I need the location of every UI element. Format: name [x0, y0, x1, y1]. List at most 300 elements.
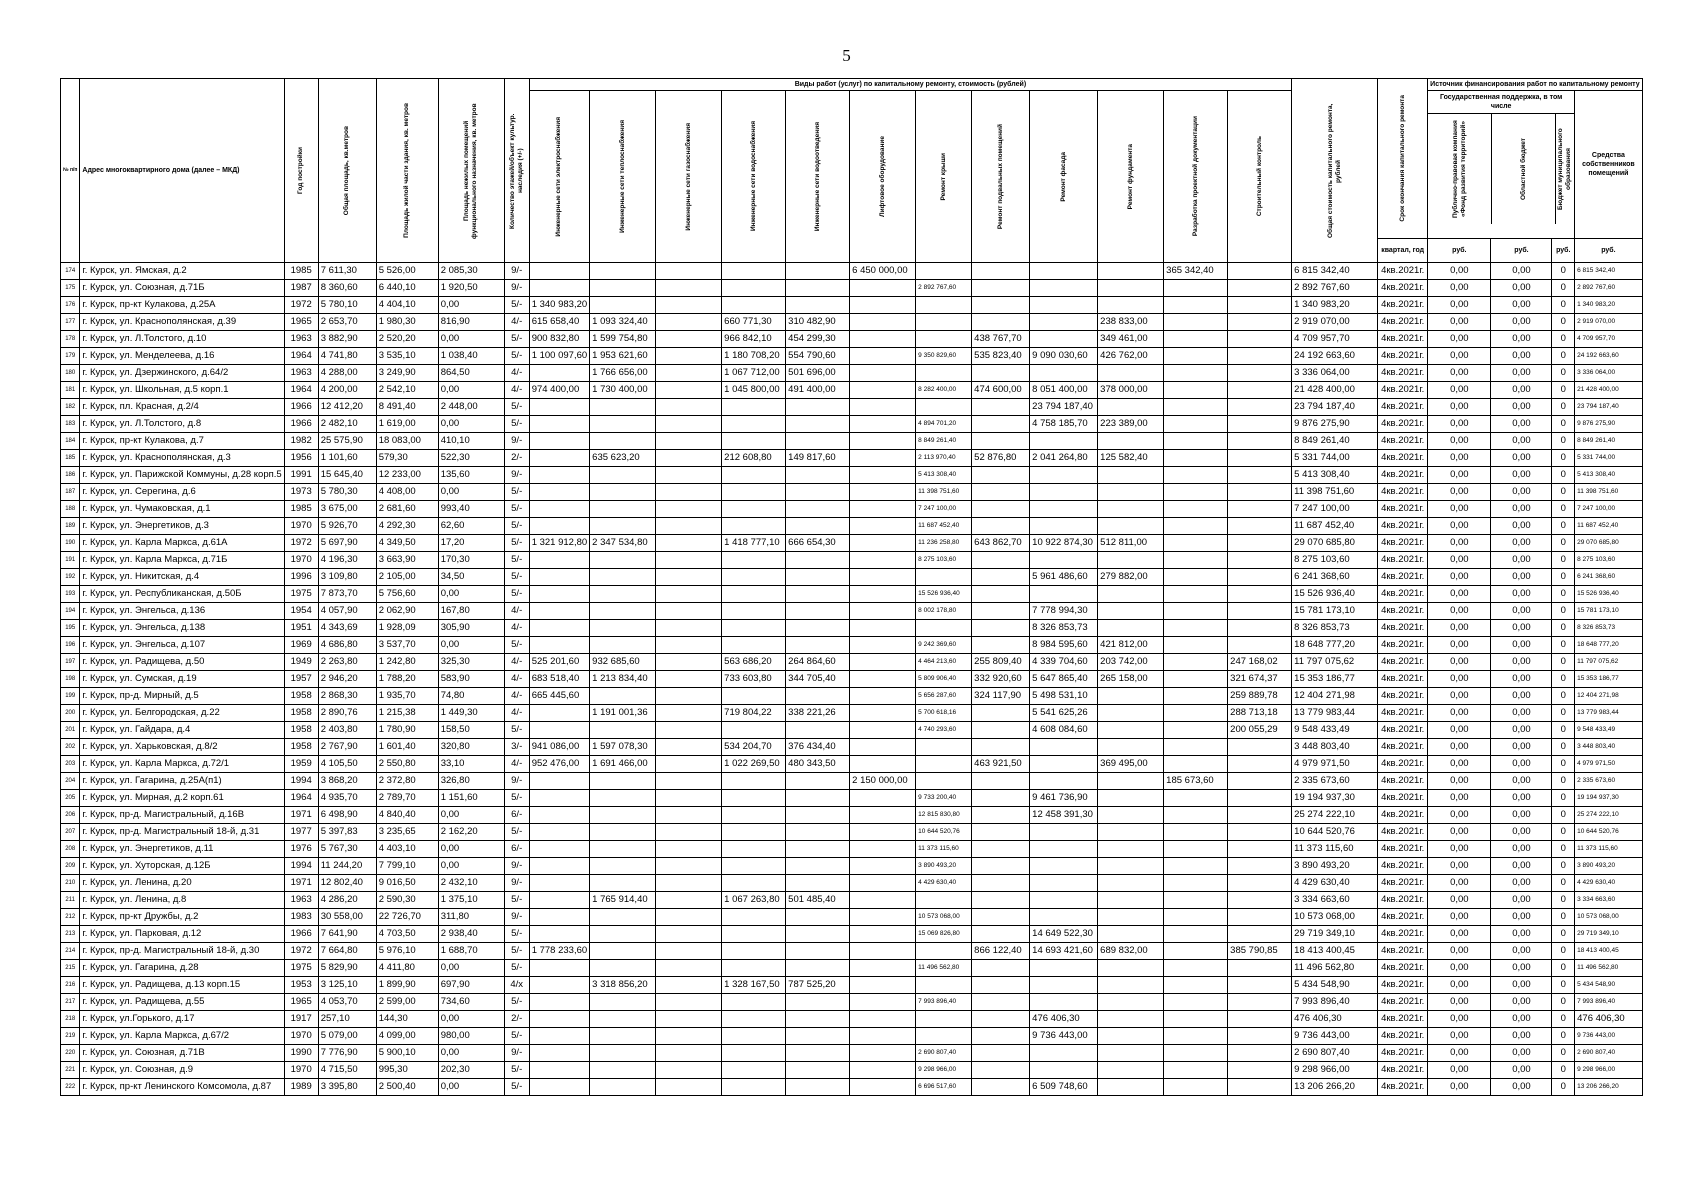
- table-cell: г. Курск, ул. Радищева, д.55: [80, 994, 284, 1011]
- table-cell: [916, 331, 972, 348]
- table-cell: [850, 892, 916, 909]
- table-cell: 0,00: [1491, 926, 1552, 943]
- table-cell: 0: [1552, 484, 1575, 501]
- table-cell: 183: [61, 416, 80, 433]
- table-cell: [1098, 433, 1164, 450]
- table-cell: [656, 824, 722, 841]
- table-cell: 4кв.2021г.: [1378, 569, 1428, 586]
- table-cell: 1 953 621,60: [590, 348, 656, 365]
- table-cell: 1958: [284, 722, 318, 739]
- table-cell: 180: [61, 365, 80, 382]
- table-cell: [656, 671, 722, 688]
- table-cell: [1228, 994, 1292, 1011]
- table-cell: 4 709 957,70: [1292, 331, 1378, 348]
- table-cell: г. Курск, ул. Карла Маркса, д.71Б: [80, 552, 284, 569]
- table-cell: [590, 773, 656, 790]
- table-cell: [1030, 297, 1098, 314]
- table-cell: [850, 977, 916, 994]
- table-cell: [590, 994, 656, 1011]
- table-cell: 0,00: [1428, 348, 1491, 365]
- table-cell: 4кв.2021г.: [1378, 518, 1428, 535]
- table-cell: [850, 535, 916, 552]
- table-cell: г. Курск, пр-д. Магистральный, д.16В: [80, 807, 284, 824]
- table-cell: 29 070 685,80: [1292, 535, 1378, 552]
- table-cell: 0,00: [1428, 926, 1491, 943]
- table-cell: 0,00: [438, 297, 504, 314]
- table-cell: 952 476,00: [529, 756, 589, 773]
- table-cell: 5 331 744,00: [1292, 450, 1378, 467]
- table-cell: 1 597 078,30: [590, 739, 656, 756]
- table-cell: [722, 552, 786, 569]
- table-cell: 900 832,80: [529, 331, 589, 348]
- table-cell: 4кв.2021г.: [1378, 977, 1428, 994]
- table-cell: [722, 603, 786, 620]
- table-cell: 2 653,70: [318, 314, 376, 331]
- table-cell: 5/-: [504, 416, 529, 433]
- table-cell: [1228, 518, 1292, 535]
- table-cell: [1098, 280, 1164, 297]
- table-cell: [1098, 858, 1164, 875]
- table-cell: 0: [1552, 569, 1575, 586]
- table-cell: [972, 416, 1030, 433]
- table-cell: 1 899,90: [376, 977, 438, 994]
- table-cell: 0: [1552, 620, 1575, 637]
- table-cell: г. Курск, пр-д. Мирный, д.5: [80, 688, 284, 705]
- table-cell: [786, 790, 850, 807]
- table-cell: [1098, 773, 1164, 790]
- table-cell: г. Курск, пр-кт Дружбы, д.2: [80, 909, 284, 926]
- header-work-gas: Инженерные сети газоснабжения: [684, 122, 692, 231]
- table-cell: 1970: [284, 518, 318, 535]
- table-cell: 0,00: [1428, 399, 1491, 416]
- header-address: Адрес многоквартирного дома (далее – МКД): [80, 79, 284, 263]
- table-cell: [1030, 501, 1098, 518]
- table-row: [61, 586, 1643, 603]
- table-cell: 29 070 685,80: [1575, 535, 1643, 552]
- table-row: [61, 467, 1643, 484]
- table-cell: [1098, 399, 1164, 416]
- table-cell: [722, 399, 786, 416]
- table-cell: [972, 552, 1030, 569]
- table-row: [61, 263, 1643, 280]
- table-cell: [786, 807, 850, 824]
- table-cell: 3 395,80: [318, 1079, 376, 1096]
- table-cell: 4 411,80: [376, 960, 438, 977]
- table-cell: [1164, 875, 1228, 892]
- table-cell: [1228, 280, 1292, 297]
- table-cell: 463 921,50: [972, 756, 1030, 773]
- table-cell: [1164, 620, 1228, 637]
- table-cell: 5/-: [504, 518, 529, 535]
- table-cell: 2 690 807,40: [1292, 1045, 1378, 1062]
- table-row: [61, 365, 1643, 382]
- table-cell: г. Курск, пр-д. Магистральный 18-й, д.30: [80, 943, 284, 960]
- table-row: [61, 773, 1643, 790]
- table-cell: 0,00: [1491, 654, 1552, 671]
- table-cell: [850, 858, 916, 875]
- table-cell: 4 709 957,70: [1575, 331, 1643, 348]
- header-municipal: Бюджет муниципального образования: [1557, 128, 1573, 210]
- table-cell: 5 976,10: [376, 943, 438, 960]
- table-cell: 0: [1552, 348, 1575, 365]
- table-cell: 1 619,00: [376, 416, 438, 433]
- table-cell: [1164, 1011, 1228, 1028]
- table-cell: 4кв.2021г.: [1378, 892, 1428, 909]
- table-cell: 4 288,00: [318, 365, 376, 382]
- header-work-electric: Инженерные сети электроснабжения: [555, 116, 563, 237]
- table-cell: [1228, 382, 1292, 399]
- table-cell: [972, 739, 1030, 756]
- table-cell: [529, 1011, 589, 1028]
- table-cell: 1 321 912,80: [529, 535, 589, 552]
- table-cell: 11 496 562,80: [916, 960, 972, 977]
- table-cell: г. Курск, ул. Краснополянская, д.3: [80, 450, 284, 467]
- table-cell: 4 057,90: [318, 603, 376, 620]
- table-cell: [656, 331, 722, 348]
- table-cell: [656, 688, 722, 705]
- table-cell: 11 373 115,60: [916, 841, 972, 858]
- table-cell: [1164, 314, 1228, 331]
- table-cell: [529, 1062, 589, 1079]
- header-fund: Публично-правовая компания «Фонд развития территорий»: [1451, 120, 1467, 218]
- table-cell: 4кв.2021г.: [1378, 875, 1428, 892]
- table-cell: 3 882,90: [318, 331, 376, 348]
- table-cell: 3 336 064,00: [1292, 365, 1378, 382]
- header-work-roof: Ремонт крыши: [939, 152, 947, 201]
- table-cell: [850, 484, 916, 501]
- table-cell: 0,00: [1491, 297, 1552, 314]
- table-cell: 7 799,10: [376, 858, 438, 875]
- table-cell: 74,80: [438, 688, 504, 705]
- table-cell: 941 086,00: [529, 739, 589, 756]
- table-cell: 202: [61, 739, 80, 756]
- table-cell: [1164, 569, 1228, 586]
- table-cell: [972, 263, 1030, 280]
- table-cell: [529, 637, 589, 654]
- table-cell: [972, 977, 1030, 994]
- table-cell: [590, 688, 656, 705]
- table-cell: 2 789,70: [376, 790, 438, 807]
- table-cell: 218: [61, 1011, 80, 1028]
- table-cell: 200: [61, 705, 80, 722]
- table-cell: 4кв.2021г.: [1378, 722, 1428, 739]
- table-cell: 3 890 493,20: [1292, 858, 1378, 875]
- table-cell: [972, 518, 1030, 535]
- table-cell: 2 892 767,60: [1292, 280, 1378, 297]
- table-cell: [1030, 552, 1098, 569]
- table-cell: 4 935,70: [318, 790, 376, 807]
- table-cell: 0,00: [1491, 603, 1552, 620]
- table-cell: 9/-: [504, 263, 529, 280]
- table-cell: 0: [1552, 688, 1575, 705]
- table-cell: [1030, 365, 1098, 382]
- table-cell: [722, 875, 786, 892]
- table-cell: г. Курск, ул. Л.Толстого, д.10: [80, 331, 284, 348]
- table-cell: 3 890 493,20: [1575, 858, 1643, 875]
- table-cell: [529, 569, 589, 586]
- table-cell: 5/-: [504, 501, 529, 518]
- table-row: [61, 892, 1643, 909]
- table-cell: [1098, 501, 1164, 518]
- table-cell: [1098, 977, 1164, 994]
- table-cell: 491 400,00: [786, 382, 850, 399]
- table-cell: [590, 1028, 656, 1045]
- table-cell: [1228, 977, 1292, 994]
- table-cell: [656, 399, 722, 416]
- table-cell: 1970: [284, 552, 318, 569]
- table-cell: 3 125,10: [318, 977, 376, 994]
- table-cell: 0: [1552, 739, 1575, 756]
- table-cell: [529, 807, 589, 824]
- table-cell: 0: [1552, 467, 1575, 484]
- table-cell: 15 526 936,40: [1292, 586, 1378, 603]
- table-cell: г. Курск, ул. Менделеева, д.16: [80, 348, 284, 365]
- table-cell: 34,50: [438, 569, 504, 586]
- table-cell: [656, 705, 722, 722]
- table-cell: [786, 875, 850, 892]
- table-cell: 1973: [284, 484, 318, 501]
- table-cell: [972, 1045, 1030, 1062]
- table-cell: [1098, 1062, 1164, 1079]
- table-cell: [1098, 705, 1164, 722]
- header-rub-regional: руб.: [1491, 239, 1552, 263]
- table-cell: 4кв.2021г.: [1378, 280, 1428, 297]
- table-cell: [850, 416, 916, 433]
- table-cell: 0,00: [1428, 671, 1491, 688]
- table-cell: [1228, 348, 1292, 365]
- table-cell: 6/-: [504, 807, 529, 824]
- table-cell: 0: [1552, 943, 1575, 960]
- table-cell: 1972: [284, 297, 318, 314]
- table-cell: 6 696 517,60: [916, 1079, 972, 1096]
- table-row: [61, 620, 1643, 637]
- table-cell: 1989: [284, 1079, 318, 1096]
- table-cell: 2 690 807,40: [1575, 1045, 1643, 1062]
- table-cell: 2 946,20: [318, 671, 376, 688]
- table-cell: 4кв.2021г.: [1378, 739, 1428, 756]
- table-cell: 9 298 966,00: [916, 1062, 972, 1079]
- table-cell: 15 781 173,10: [1292, 603, 1378, 620]
- table-cell: 0,00: [1428, 858, 1491, 875]
- table-cell: 1970: [284, 1028, 318, 1045]
- table-cell: 410,10: [438, 433, 504, 450]
- table-cell: 734,60: [438, 994, 504, 1011]
- table-cell: 9 876 275,90: [1292, 416, 1378, 433]
- header-term: Срок окончания капитального ремонта: [1398, 95, 1406, 222]
- table-cell: [656, 382, 722, 399]
- table-cell: 0: [1552, 518, 1575, 535]
- table-cell: 0,00: [1428, 569, 1491, 586]
- table-cell: 190: [61, 535, 80, 552]
- table-cell: 13 206 266,20: [1575, 1079, 1643, 1096]
- table-cell: 0,00: [1491, 790, 1552, 807]
- table-cell: 1966: [284, 399, 318, 416]
- table-cell: [916, 1011, 972, 1028]
- table-cell: [1030, 586, 1098, 603]
- table-cell: 5/-: [504, 637, 529, 654]
- table-cell: 1972: [284, 943, 318, 960]
- table-cell: 21 428 400,00: [1575, 382, 1643, 399]
- table-cell: 10 573 068,00: [1292, 909, 1378, 926]
- table-cell: [590, 807, 656, 824]
- table-cell: 4 429 630,40: [916, 875, 972, 892]
- table-cell: [1098, 875, 1164, 892]
- table-cell: 201: [61, 722, 80, 739]
- table-cell: [972, 586, 1030, 603]
- table-cell: 174: [61, 263, 80, 280]
- table-cell: г. Курск, ул. Энергетиков, д.11: [80, 841, 284, 858]
- table-cell: 9 736 443,00: [1575, 1028, 1643, 1045]
- table-cell: 7 247 100,00: [916, 501, 972, 518]
- table-cell: [1098, 518, 1164, 535]
- table-cell: 5 397,83: [318, 824, 376, 841]
- table-cell: [656, 297, 722, 314]
- table-cell: [1164, 603, 1228, 620]
- table-cell: [590, 1011, 656, 1028]
- table-cell: 4кв.2021г.: [1378, 824, 1428, 841]
- table-cell: 193: [61, 586, 80, 603]
- table-cell: [590, 637, 656, 654]
- table-cell: [1164, 416, 1228, 433]
- table-cell: 7 247 100,00: [1292, 501, 1378, 518]
- table-cell: 125 582,40: [1098, 450, 1164, 467]
- table-cell: 15 781 173,10: [1575, 603, 1643, 620]
- table-cell: [1098, 603, 1164, 620]
- table-cell: 14 693 421,60: [1030, 943, 1098, 960]
- table-cell: [972, 994, 1030, 1011]
- table-cell: 0,00: [1491, 501, 1552, 518]
- table-cell: [656, 1028, 722, 1045]
- table-cell: [590, 909, 656, 926]
- table-cell: [1164, 518, 1228, 535]
- table-cell: [656, 994, 722, 1011]
- table-cell: 0,00: [438, 382, 504, 399]
- table-cell: г. Курск, ул. Союзная, д.71В: [80, 1045, 284, 1062]
- table-cell: [590, 841, 656, 858]
- table-cell: 5 413 308,40: [916, 467, 972, 484]
- table-cell: [1098, 1079, 1164, 1096]
- table-cell: 1958: [284, 688, 318, 705]
- table-row: [61, 977, 1643, 994]
- table-cell: [1030, 909, 1098, 926]
- table-cell: 4кв.2021г.: [1378, 365, 1428, 382]
- table-cell: 11 244,20: [318, 858, 376, 875]
- table-cell: 1963: [284, 892, 318, 909]
- table-cell: [850, 348, 916, 365]
- table-cell: [1228, 739, 1292, 756]
- table-row: [61, 943, 1643, 960]
- table-cell: [529, 263, 589, 280]
- header-work-basement: Ремонт подвальных помещений: [996, 123, 1004, 230]
- table-cell: 8 360,60: [318, 280, 376, 297]
- table-cell: 1 340 983,20: [1292, 297, 1378, 314]
- table-cell: г. Курск, ул. Гагарина, д.28: [80, 960, 284, 977]
- table-cell: 5 700 618,16: [916, 705, 972, 722]
- table-cell: 15 526 936,40: [916, 586, 972, 603]
- table-cell: [722, 858, 786, 875]
- table-cell: 321 674,37: [1228, 671, 1292, 688]
- table-cell: 1 730 400,00: [590, 382, 656, 399]
- table-cell: [656, 875, 722, 892]
- table-cell: [850, 960, 916, 977]
- table-cell: [850, 909, 916, 926]
- table-cell: [1030, 1062, 1098, 1079]
- table-cell: 247 168,02: [1228, 654, 1292, 671]
- table-cell: 5/-: [504, 994, 529, 1011]
- table-cell: г. Курск, ул. Сумская, д.19: [80, 671, 284, 688]
- table-cell: [529, 841, 589, 858]
- header-work-supervision: Строительный контроль: [1255, 136, 1263, 217]
- table-cell: [850, 518, 916, 535]
- table-cell: 0: [1552, 399, 1575, 416]
- table-cell: [1164, 450, 1228, 467]
- table-cell: г. Курск, пл. Красная, д.2/4: [80, 399, 284, 416]
- table-cell: [1098, 297, 1164, 314]
- table-cell: 255 809,40: [972, 654, 1030, 671]
- table-cell: 2 150 000,00: [850, 773, 916, 790]
- table-cell: 3 448 803,40: [1575, 739, 1643, 756]
- table-cell: 0: [1552, 535, 1575, 552]
- table-cell: 9/-: [504, 433, 529, 450]
- table-cell: [529, 858, 589, 875]
- table-cell: [1030, 1045, 1098, 1062]
- table-cell: [1164, 1045, 1228, 1062]
- table-cell: [1228, 960, 1292, 977]
- header-rub-owners: руб.: [1575, 239, 1643, 263]
- table-cell: 474 600,00: [972, 382, 1030, 399]
- table-cell: [529, 773, 589, 790]
- table-cell: [1030, 484, 1098, 501]
- table-cell: 2 347 534,80: [590, 535, 656, 552]
- capital-repair-table: [60, 78, 1643, 1096]
- table-cell: 9 733 200,40: [916, 790, 972, 807]
- table-cell: [850, 331, 916, 348]
- table-cell: 0,00: [1491, 977, 1552, 994]
- table-cell: [1228, 603, 1292, 620]
- table-cell: 181: [61, 382, 80, 399]
- table-cell: 6 498,90: [318, 807, 376, 824]
- header-finance-group: Источник финансирования работ по капитальному ремонту: [1428, 79, 1643, 91]
- table-cell: [850, 756, 916, 773]
- table-cell: 0,00: [1491, 399, 1552, 416]
- table-cell: [786, 620, 850, 637]
- table-cell: 259 889,78: [1228, 688, 1292, 705]
- table-cell: [1030, 977, 1098, 994]
- table-cell: 9 016,50: [376, 875, 438, 892]
- table-cell: 1965: [284, 314, 318, 331]
- header-living-area: Площадь жилой части здания, кв. метров: [403, 103, 411, 238]
- table-cell: 9 298 966,00: [1575, 1062, 1643, 1079]
- table-cell: [850, 314, 916, 331]
- table-cell: 1 213 834,40: [590, 671, 656, 688]
- table-cell: 11 687 452,40: [916, 518, 972, 535]
- table-row: [61, 756, 1643, 773]
- table-cell: 4кв.2021г.: [1378, 960, 1428, 977]
- table-cell: 0: [1552, 1079, 1575, 1096]
- table-cell: [972, 841, 1030, 858]
- table-cell: 995,30: [376, 1062, 438, 1079]
- table-cell: [656, 977, 722, 994]
- table-cell: [916, 1028, 972, 1045]
- table-cell: [590, 280, 656, 297]
- table-cell: 199: [61, 688, 80, 705]
- table-cell: 17,20: [438, 535, 504, 552]
- table-cell: 15 353 186,77: [1292, 671, 1378, 688]
- table-cell: [590, 943, 656, 960]
- table-cell: 0: [1552, 773, 1575, 790]
- header-work-heating: Инженерные сети теплоснабжения: [618, 120, 626, 233]
- table-cell: 211: [61, 892, 80, 909]
